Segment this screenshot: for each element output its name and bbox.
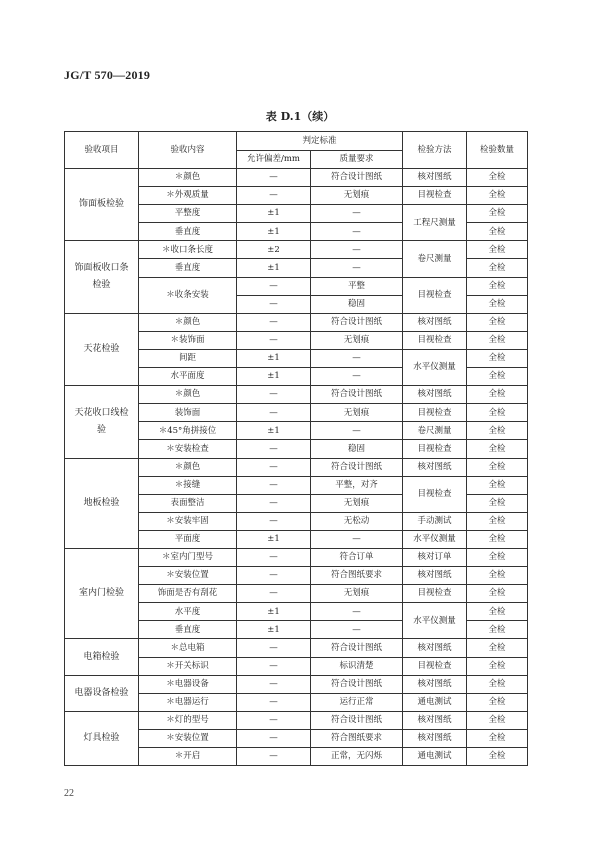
quality-cell: 符合设计图纸: [311, 386, 403, 404]
tolerance-cell: —: [237, 313, 311, 331]
method-cell: 核对图纸: [403, 675, 467, 693]
table-row: [65, 241, 528, 259]
table-row: [65, 169, 528, 187]
content-cell: ＊收条安装: [139, 277, 237, 313]
table-row: [65, 458, 528, 476]
tolerance-cell: —: [237, 476, 311, 494]
method-cell: 目视检查: [403, 476, 467, 512]
method-cell: 卷尺测量: [403, 241, 467, 277]
content-cell: 间距: [139, 349, 237, 367]
content-cell: 平整度: [139, 205, 237, 223]
table-row: [65, 313, 528, 331]
content-cell: ＊接缝: [139, 476, 237, 494]
tolerance-cell: —: [237, 404, 311, 422]
quality-cell: 符合设计图纸: [311, 313, 403, 331]
quality-cell: —: [311, 223, 403, 241]
quality-cell: —: [311, 205, 403, 223]
tolerance-cell: —: [237, 458, 311, 476]
quantity-cell: 全检: [467, 422, 528, 440]
tolerance-cell: —: [237, 440, 311, 458]
quantity-cell: 全检: [467, 675, 528, 693]
content-cell: 表面整洁: [139, 494, 237, 512]
item-cell: 饰面板检验: [65, 169, 139, 241]
quantity-cell: 全检: [467, 494, 528, 512]
quantity-cell: 全检: [467, 603, 528, 621]
content-cell: 水平面度: [139, 368, 237, 386]
quality-cell: 符合设计图纸: [311, 711, 403, 729]
tolerance-cell: —: [237, 548, 311, 566]
quality-cell: —: [311, 368, 403, 386]
content-cell: 垂直度: [139, 259, 237, 277]
tolerance-cell: ±2: [237, 241, 311, 259]
method-cell: 目视检查: [403, 585, 467, 603]
quantity-cell: 全检: [467, 693, 528, 711]
table-row: [65, 386, 528, 404]
tolerance-cell: —: [237, 585, 311, 603]
quantity-cell: 全检: [467, 458, 528, 476]
tolerance-cell: ±1: [237, 422, 311, 440]
quality-cell: 平整: [311, 277, 403, 295]
quality-cell: —: [311, 349, 403, 367]
quality-cell: —: [311, 603, 403, 621]
item-cell: 灯具检验: [65, 711, 139, 765]
standard-code: JG/T 570—2019: [64, 68, 151, 82]
method-cell: 核对图纸: [403, 313, 467, 331]
quantity-cell: 全检: [467, 277, 528, 295]
quantity-cell: 全检: [467, 711, 528, 729]
table-caption: 表 D.1（续）: [265, 110, 335, 123]
header-quantity: 检验数量: [467, 132, 528, 169]
content-cell: ＊安装检查: [139, 440, 237, 458]
quantity-cell: 全检: [467, 187, 528, 205]
quantity-cell: 全检: [467, 585, 528, 603]
tolerance-cell: —: [237, 657, 311, 675]
content-cell: ＊室内门型号: [139, 548, 237, 566]
quality-cell: 稳固: [311, 295, 403, 313]
method-cell: 目视检查: [403, 187, 467, 205]
method-cell: 通电测试: [403, 693, 467, 711]
quantity-cell: 全检: [467, 331, 528, 349]
item-cell: 电箱检验: [65, 639, 139, 675]
quality-cell: 标识清楚: [311, 657, 403, 675]
content-cell: ＊颜色: [139, 169, 237, 187]
quantity-cell: 全检: [467, 313, 528, 331]
content-cell: 水平度: [139, 603, 237, 621]
quantity-cell: 全检: [467, 512, 528, 530]
tolerance-cell: —: [237, 277, 311, 295]
content-cell: ＊外观质量: [139, 187, 237, 205]
content-cell: ＊颜色: [139, 458, 237, 476]
tolerance-cell: —: [237, 331, 311, 349]
quality-cell: 符合设计图纸: [311, 639, 403, 657]
quantity-cell: 全检: [467, 621, 528, 639]
tolerance-cell: —: [237, 169, 311, 187]
header-item: 验收项目: [65, 132, 139, 169]
content-cell: 装饰面: [139, 404, 237, 422]
content-cell: ＊安装位置: [139, 729, 237, 747]
tolerance-cell: —: [237, 295, 311, 313]
content-cell: 饰面是否有刮花: [139, 585, 237, 603]
header-method: 检验方法: [403, 132, 467, 169]
quality-cell: —: [311, 422, 403, 440]
quantity-cell: 全检: [467, 223, 528, 241]
table-row: [65, 675, 528, 693]
header-tolerance: 允许偏差/mm: [237, 151, 311, 169]
quantity-cell: 全检: [467, 259, 528, 277]
quantity-cell: 全检: [467, 639, 528, 657]
item-cell: 电器设备检验: [65, 675, 139, 711]
content-cell: ＊电器设备: [139, 675, 237, 693]
method-cell: 工程尺测量: [403, 205, 467, 241]
item-cell: 室内门检验: [65, 548, 139, 638]
quantity-cell: 全检: [467, 386, 528, 404]
quality-cell: 无划痕: [311, 187, 403, 205]
quantity-cell: 全检: [467, 748, 528, 766]
quantity-cell: 全检: [467, 404, 528, 422]
method-cell: 核对图纸: [403, 729, 467, 747]
table-row: [65, 711, 528, 729]
header-quality: 质量要求: [311, 151, 403, 169]
content-cell: ＊灯的型号: [139, 711, 237, 729]
content-cell: ＊45°角拼接位: [139, 422, 237, 440]
quality-cell: —: [311, 621, 403, 639]
content-cell: 垂直度: [139, 223, 237, 241]
tolerance-cell: ±1: [237, 349, 311, 367]
content-cell: 垂直度: [139, 621, 237, 639]
quantity-cell: 全检: [467, 476, 528, 494]
method-cell: 通电测试: [403, 748, 467, 766]
quantity-cell: 全检: [467, 548, 528, 566]
tolerance-cell: ±1: [237, 603, 311, 621]
method-cell: 核对订单: [403, 548, 467, 566]
content-cell: ＊安装位置: [139, 567, 237, 585]
quantity-cell: 全检: [467, 241, 528, 259]
tolerance-cell: ±1: [237, 259, 311, 277]
quality-cell: 符合订单: [311, 548, 403, 566]
quality-cell: 符合设计图纸: [311, 675, 403, 693]
content-cell: ＊总电箱: [139, 639, 237, 657]
quality-cell: 符合设计图纸: [311, 169, 403, 187]
table-body: [65, 169, 528, 766]
content-cell: ＊装饰面: [139, 331, 237, 349]
method-cell: 核对图纸: [403, 169, 467, 187]
quantity-cell: 全检: [467, 368, 528, 386]
quality-cell: 稳固: [311, 440, 403, 458]
tolerance-cell: —: [237, 386, 311, 404]
content-cell: ＊电器运行: [139, 693, 237, 711]
content-cell: 平面度: [139, 530, 237, 548]
quality-cell: 无松动: [311, 512, 403, 530]
method-cell: 水平仪测量: [403, 349, 467, 385]
method-cell: 核对图纸: [403, 567, 467, 585]
tolerance-cell: —: [237, 711, 311, 729]
quality-cell: 符合图纸要求: [311, 567, 403, 585]
tolerance-cell: ±1: [237, 530, 311, 548]
quantity-cell: 全检: [467, 349, 528, 367]
method-cell: 卷尺测量: [403, 422, 467, 440]
quantity-cell: 全检: [467, 530, 528, 548]
tolerance-cell: —: [237, 693, 311, 711]
header-criteria: 判定标准: [237, 132, 403, 151]
quality-cell: 无划痕: [311, 331, 403, 349]
tolerance-cell: —: [237, 567, 311, 585]
quality-cell: 符合图纸要求: [311, 729, 403, 747]
quantity-cell: 全检: [467, 205, 528, 223]
quality-cell: 无划痕: [311, 585, 403, 603]
tolerance-cell: —: [237, 748, 311, 766]
tolerance-cell: ±1: [237, 223, 311, 241]
quality-cell: 正常，无闪烁: [311, 748, 403, 766]
method-cell: 手动测试: [403, 512, 467, 530]
method-cell: 核对图纸: [403, 386, 467, 404]
method-cell: 核对图纸: [403, 458, 467, 476]
header-content: 验收内容: [139, 132, 237, 169]
item-cell: 地板检验: [65, 458, 139, 548]
quality-cell: 符合设计图纸: [311, 458, 403, 476]
content-cell: ＊开启: [139, 748, 237, 766]
content-cell: ＊颜色: [139, 386, 237, 404]
tolerance-cell: ±1: [237, 621, 311, 639]
method-cell: 目视检查: [403, 404, 467, 422]
page-number: 22: [64, 788, 74, 799]
tolerance-cell: —: [237, 187, 311, 205]
content-cell: ＊收口条长度: [139, 241, 237, 259]
table-row: [65, 548, 528, 566]
content-cell: ＊开关标识: [139, 657, 237, 675]
quality-cell: 运行正常: [311, 693, 403, 711]
method-cell: 目视检查: [403, 440, 467, 458]
method-cell: 目视检查: [403, 277, 467, 313]
method-cell: 核对图纸: [403, 639, 467, 657]
tolerance-cell: —: [237, 512, 311, 530]
quality-cell: —: [311, 241, 403, 259]
tolerance-cell: ±1: [237, 368, 311, 386]
quantity-cell: 全检: [467, 657, 528, 675]
quantity-cell: 全检: [467, 567, 528, 585]
tolerance-cell: —: [237, 494, 311, 512]
quantity-cell: 全检: [467, 169, 528, 187]
quantity-cell: 全检: [467, 729, 528, 747]
quality-cell: —: [311, 259, 403, 277]
quality-cell: 无划痕: [311, 404, 403, 422]
method-cell: 水平仪测量: [403, 530, 467, 548]
item-cell: 天花收口线检验: [65, 386, 139, 458]
quantity-cell: 全检: [467, 440, 528, 458]
tolerance-cell: ±1: [237, 205, 311, 223]
tolerance-cell: —: [237, 729, 311, 747]
acceptance-table: [64, 131, 528, 766]
content-cell: ＊安装牢固: [139, 512, 237, 530]
quality-cell: 无划痕: [311, 494, 403, 512]
quality-cell: —: [311, 530, 403, 548]
method-cell: 核对图纸: [403, 711, 467, 729]
table-row: [65, 639, 528, 657]
quantity-cell: 全检: [467, 295, 528, 313]
item-cell: 天花检验: [65, 313, 139, 385]
item-cell: 饰面板收口条检验: [65, 241, 139, 313]
content-cell: ＊颜色: [139, 313, 237, 331]
tolerance-cell: —: [237, 639, 311, 657]
method-cell: 目视检查: [403, 331, 467, 349]
method-cell: 目视检查: [403, 657, 467, 675]
method-cell: 水平仪测量: [403, 603, 467, 639]
tolerance-cell: —: [237, 675, 311, 693]
quality-cell: 平整，对齐: [311, 476, 403, 494]
